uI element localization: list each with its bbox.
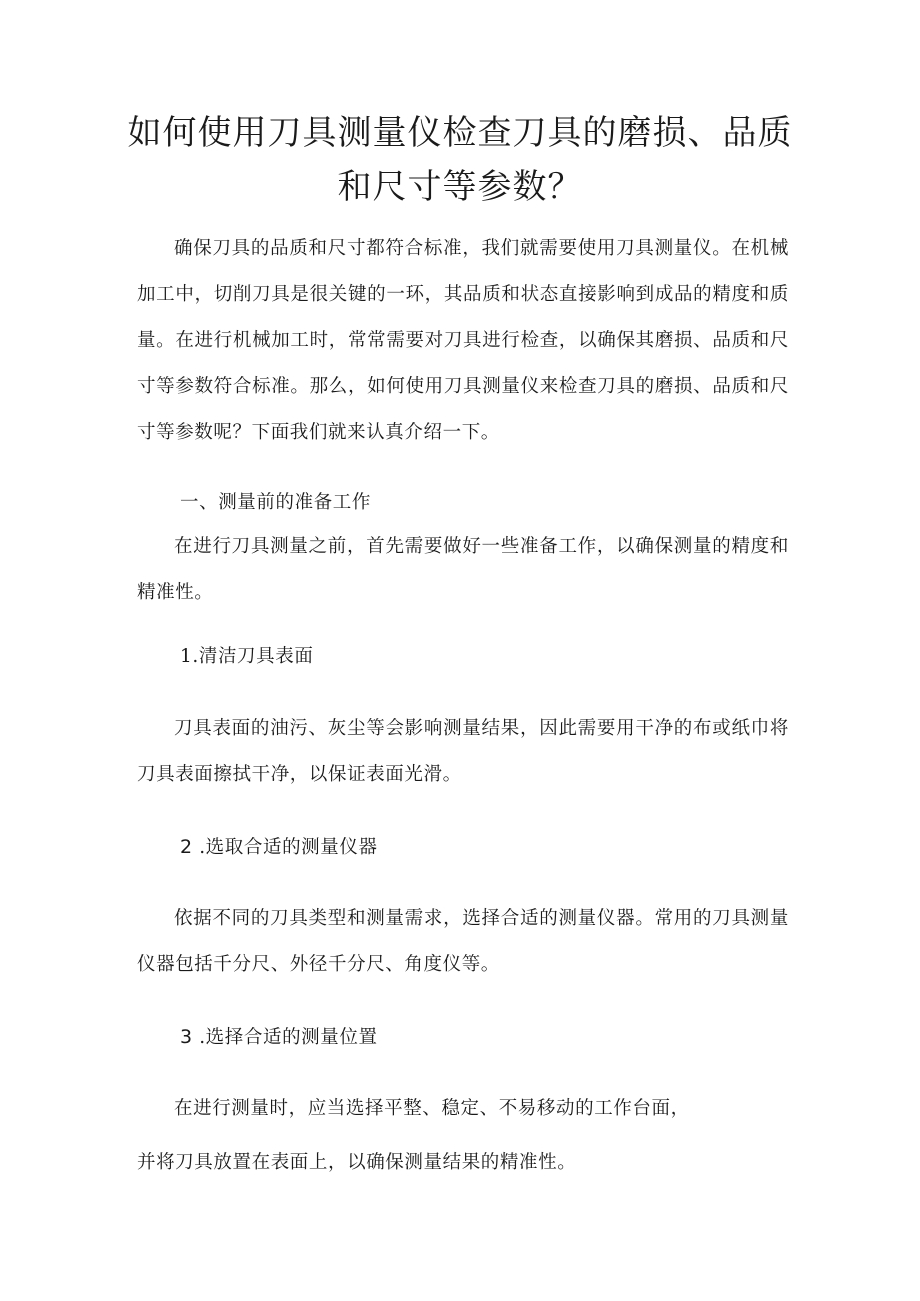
step-heading-select-position <box>180 1022 378 1053</box>
step-number: 3 <box>180 1026 193 1048</box>
intro-paragraph: 确保刀具的品质和尺寸都符合标准，我们就需要使用刀具测量仪。在机械加工中，切削刀具是很关键的一环，其品质和状态直接影响到成品的精度和质量。在进行机械加工时，常常需要对刀具进行检查，以确保其磨损、品质和尺寸等参数符合标准。那么，如何使用刀具测量仪来检查刀具的磨损、品质和尺寸等参数呢？下面我们就来认真介绍一下。 <box>137 238 789 443</box>
step-number: 2 <box>180 836 193 858</box>
step-clean-surface-paragraph: 刀具表面的油污、灰尘等会影响测量结果，因此需要用干净的布或纸巾将刀具表面擦拭干净，以保证表面光滑。 <box>137 718 789 785</box>
step-heading-clean-surface: 1.清洁刀具表面 <box>180 646 314 667</box>
step-select-position-line2: 并将刀具放置在表面上，以确保测量结果的精准性。 <box>137 1152 577 1173</box>
step-heading-text: .选取合适的测量仪器 <box>199 837 378 858</box>
section-heading-preparation: 一、测量前的准备工作 <box>180 492 372 513</box>
step-heading-select-instrument <box>180 832 378 863</box>
section-preparation-paragraph: 在进行刀具测量之前，首先需要做好一些准备工作，以确保测量的精度和精准性。 <box>137 536 789 603</box>
step-heading-text: .选择合适的测量位置 <box>199 1027 378 1048</box>
step-select-position-line1: 在进行测量时，应当选择平整、稳定、不易移动的工作台面， <box>174 1098 690 1119</box>
document-title: 如何使用刀具测量仪检查刀具的磨损、品质和尺寸等参数？ <box>127 113 793 207</box>
step-select-instrument-paragraph: 依据不同的刀具类型和测量需求，选择合适的测量仪器。常用的刀具测量仪器包括千分尺、外径千分尺、角度仪等。 <box>137 908 789 975</box>
